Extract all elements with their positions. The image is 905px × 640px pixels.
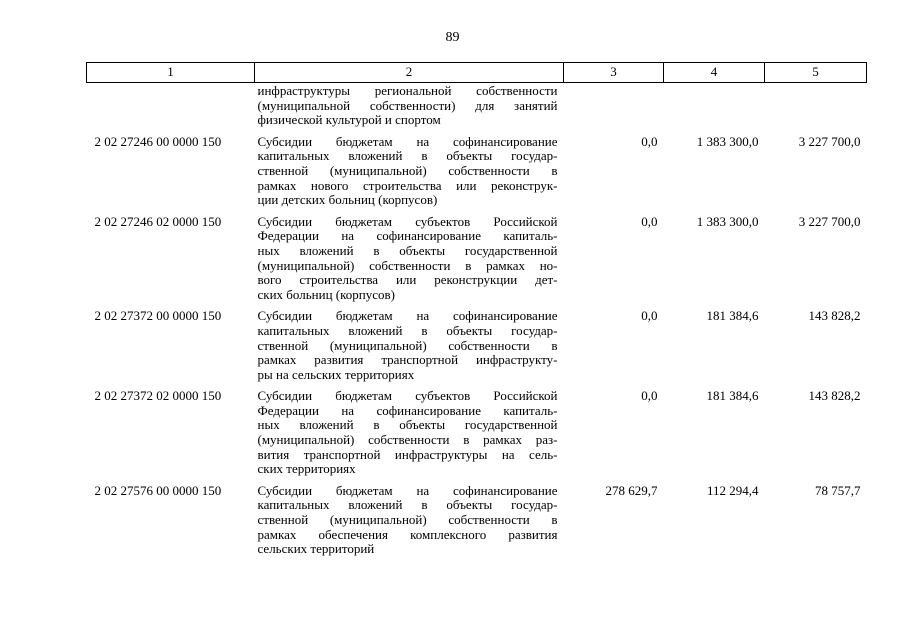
value-v3: 278 629,7 (605, 482, 658, 498)
budget-code: 2 02 27246 00 0000 150 (94, 133, 222, 149)
description-line: ственной (муниципальной) собственности в (257, 512, 558, 528)
value-v5: 3 227 700,0 (798, 133, 861, 149)
description-line: Субсидии бюджетам на софинансирование (257, 308, 558, 324)
description-line: Федерации на софинансирование капиталь- (257, 228, 558, 244)
row-description (255, 302, 564, 382)
value-v5: 143 828,2 (808, 388, 861, 404)
continuation-description (255, 83, 564, 128)
value-v4: 181 384,6 (706, 388, 759, 404)
description-line: ственной (муниципальной) собственности в (257, 337, 558, 353)
page-number: 89 (445, 30, 460, 45)
continuation-line: физической культурой и спортом (257, 112, 441, 128)
continuation-v4-cell (664, 83, 765, 128)
value-v4: 1 383 300,0 (696, 133, 759, 149)
description-line: (муниципальной) собственности в рамках но- (257, 257, 558, 273)
header-col-1: 1 (87, 63, 255, 83)
continuation-v5-cell (765, 83, 867, 128)
description-line: капитальных вложений в объекты государ- (257, 497, 558, 513)
value-v4: 1 383 300,0 (696, 213, 759, 229)
table-row (87, 208, 867, 303)
description-line: ции детских больниц (корпусов) (257, 192, 438, 208)
table-header (87, 63, 867, 83)
description-line: (муниципальной) собственности в рамках раз- (257, 432, 558, 448)
description-line: ских территориях (257, 461, 356, 477)
value-v3: 0,0 (641, 133, 658, 149)
value-v3: 0,0 (641, 213, 658, 229)
value-v3: 0,0 (641, 388, 658, 404)
description-line: рамках обеспечения комплексного развития (257, 526, 558, 542)
continuation-line: (муниципальной собственности) для занятий (257, 97, 558, 113)
budget-code: 2 02 27372 00 0000 150 (94, 308, 222, 324)
table-row (87, 302, 867, 382)
budget-code: 2 02 27246 02 0000 150 (94, 213, 222, 229)
description-line: Федерации на софинансирование капиталь- (257, 402, 558, 418)
description-line: вития транспортной инфраструктуры на сель- (257, 446, 558, 462)
description-line: ственной (муниципальной) собственности в (257, 162, 558, 178)
description-line: ры на сельских территориях (257, 366, 415, 382)
description-line: Субсидии бюджетам субъектов Российской (257, 388, 558, 404)
table-row (87, 477, 867, 557)
table-row (87, 128, 867, 208)
description-line: Субсидии бюджетам на софинансирование (257, 133, 558, 149)
value-v5: 143 828,2 (808, 308, 861, 324)
value-v5: 78 757,7 (815, 482, 861, 498)
table-row (87, 382, 867, 477)
continuation-row (87, 83, 867, 128)
row-description (255, 128, 564, 208)
budget-code: 2 02 27372 02 0000 150 (94, 388, 222, 404)
budget-table (86, 62, 867, 557)
description-line: рамках нового строительства или реконструк- (257, 177, 558, 193)
description-line: ных вложений в объекты государственной (257, 417, 558, 433)
value-v4: 181 384,6 (706, 308, 759, 324)
description-line: ных вложений в объекты государственной (257, 242, 558, 258)
header-row (87, 63, 867, 83)
header-col-3: 3 (564, 63, 664, 83)
description-line: рамках развития транспортной инфраструкту- (257, 352, 558, 368)
header-col-2: 2 (255, 63, 564, 83)
continuation-v3-cell (564, 83, 664, 128)
continuation-line: инфраструктуры региональной собственности (257, 83, 558, 98)
continuation-code-cell (87, 83, 255, 128)
row-description (255, 208, 564, 303)
table-body (87, 83, 867, 557)
description-line: капитальных вложений в объекты государ- (257, 322, 558, 338)
description-line: сельских территорий (257, 541, 375, 557)
description-line: Субсидии бюджетам субъектов Российской (257, 213, 558, 229)
row-description (255, 477, 564, 557)
description-line: ских больниц (корпусов) (257, 286, 395, 302)
description-line: вого строительства или реконструкции дет- (257, 272, 558, 288)
value-v5: 3 227 700,0 (798, 213, 861, 229)
row-description (255, 382, 564, 477)
budget-code: 2 02 27576 00 0000 150 (94, 482, 222, 498)
header-col-5: 5 (765, 63, 867, 83)
description-line: Субсидии бюджетам на софинансирование (257, 482, 558, 498)
header-col-4: 4 (664, 63, 765, 83)
description-line: капитальных вложений в объекты государ- (257, 148, 558, 164)
value-v4: 112 294,4 (706, 482, 759, 498)
value-v3: 0,0 (641, 308, 658, 324)
